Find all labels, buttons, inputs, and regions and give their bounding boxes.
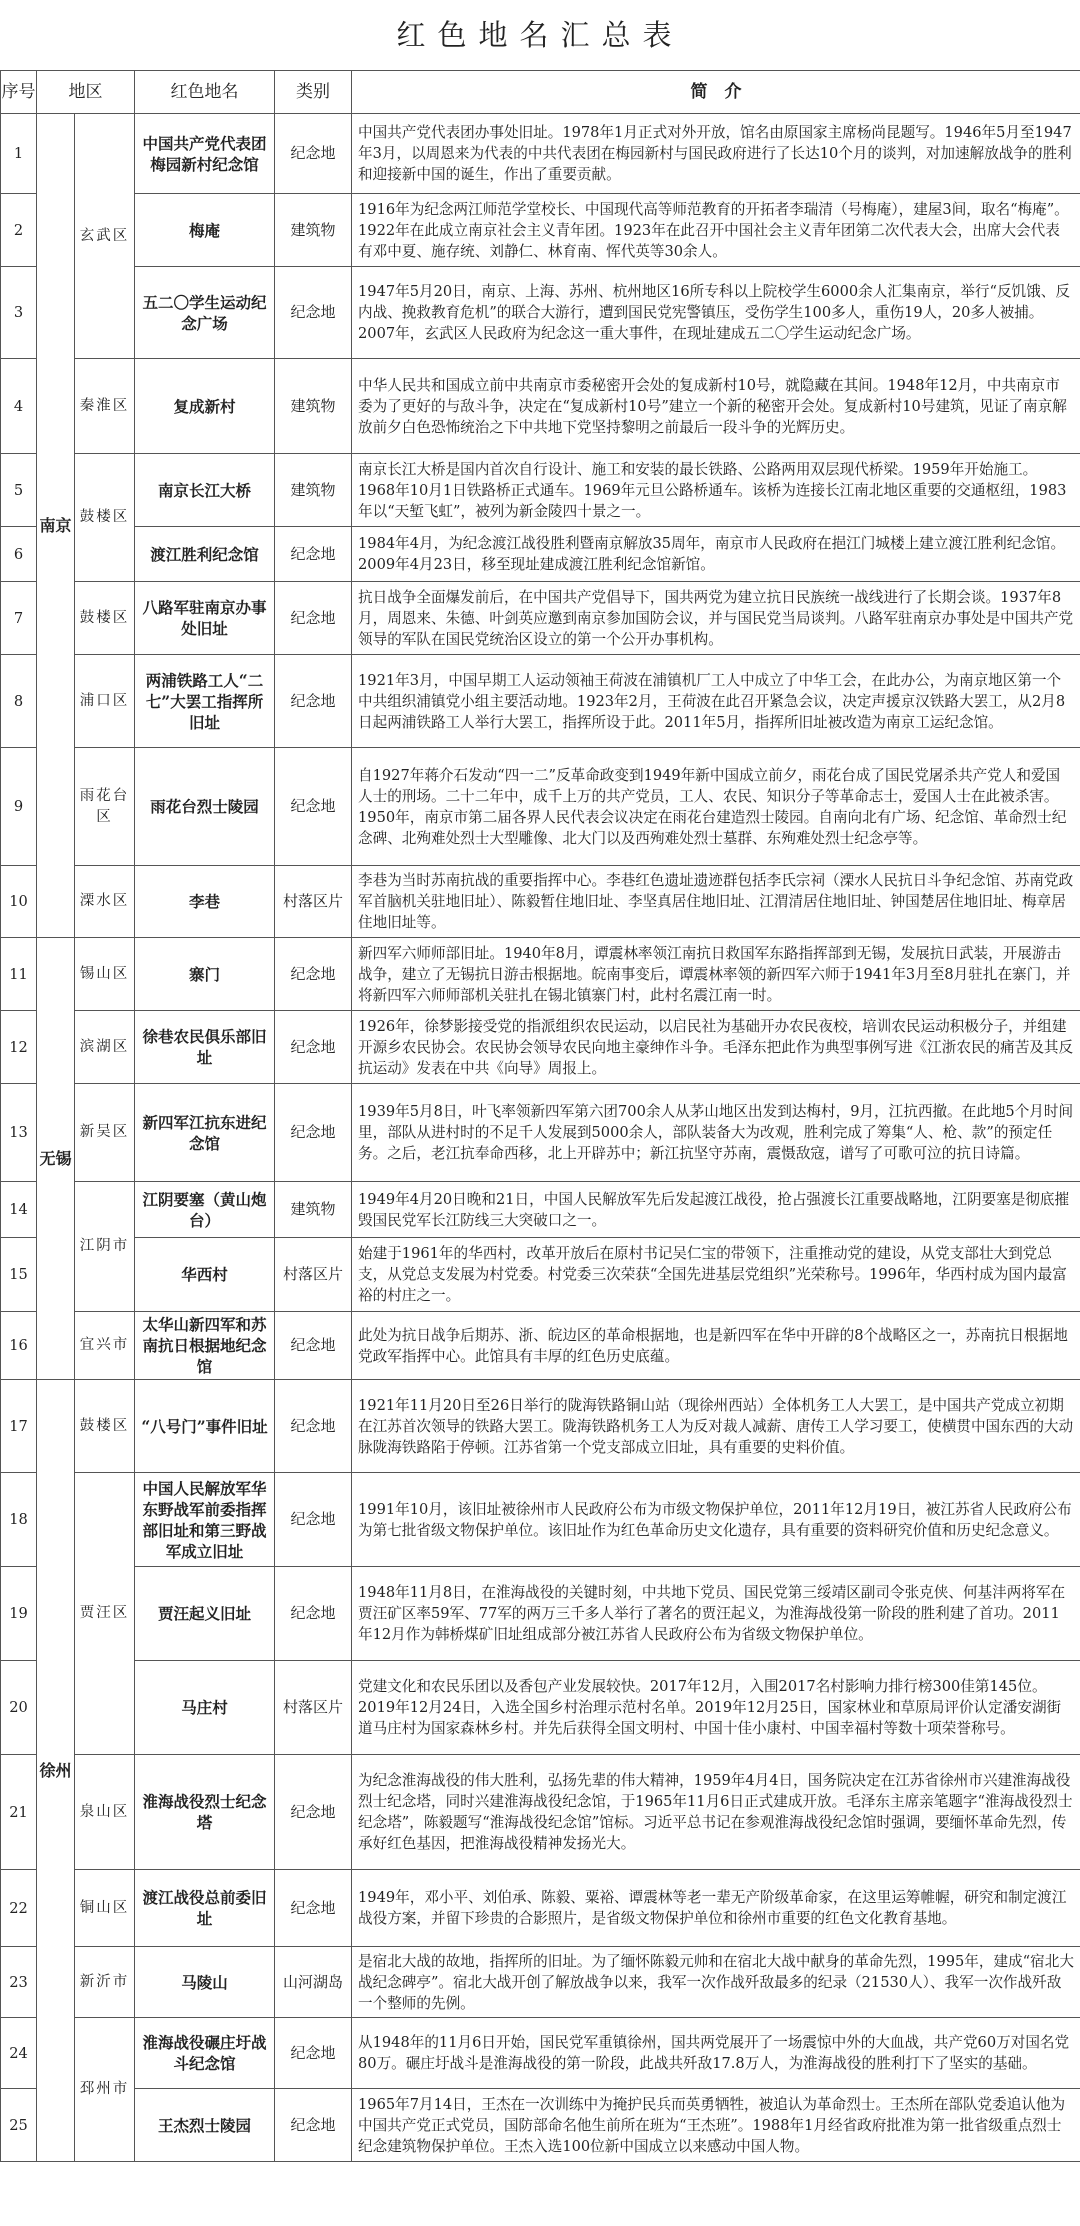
place-category: 村落区片: [275, 1238, 352, 1312]
district-cell: 铜山区: [75, 1870, 135, 1947]
table-row: [1, 1182, 1080, 1238]
table-row: [1, 1661, 1080, 1755]
place-category: 纪念地: [275, 582, 352, 655]
place-name: 马庄村: [135, 1661, 275, 1755]
place-category: 纪念地: [275, 114, 352, 194]
place-name: 雨花台烈士陵园: [135, 748, 275, 866]
place-name: 中国共产党代表团梅园新村纪念馆: [135, 114, 275, 194]
district-cell: 贾汪区: [75, 1473, 135, 1755]
row-num: 22: [1, 1870, 37, 1947]
row-num: 13: [1, 1084, 37, 1182]
header-row: [1, 71, 1080, 114]
place-category: 纪念地: [275, 2018, 352, 2089]
row-num: 14: [1, 1182, 37, 1238]
district-cell: 锡山区: [75, 938, 135, 1011]
header-category: 类别: [275, 71, 352, 114]
row-num: 6: [1, 527, 37, 582]
district-cell: 秦淮区: [75, 359, 135, 454]
table-row: [1, 582, 1080, 655]
place-category: 纪念地: [275, 1870, 352, 1947]
place-name: “八号门”事件旧址: [135, 1380, 275, 1473]
place-name: 南京长江大桥: [135, 454, 275, 527]
place-category: 村落区片: [275, 1661, 352, 1755]
place-name: 梅庵: [135, 194, 275, 267]
district-cell: 宜兴市: [75, 1312, 135, 1380]
place-description: 此处为抗日战争后期苏、浙、皖边区的革命根据地，也是新四军在华中开辟的8个战略区之一，苏南抗日根据地党政军指挥中心。此馆具有丰厚的红色历史底蕴。: [352, 1312, 1080, 1380]
district-cell: 鼓楼区: [75, 454, 135, 582]
place-name: 太华山新四军和苏南抗日根据地纪念馆: [135, 1312, 275, 1380]
row-num: 1: [1, 114, 37, 194]
place-name: 寨门: [135, 938, 275, 1011]
place-name: 渡江战役总前委旧址: [135, 1870, 275, 1947]
place-description: 是宿北大战的故地，指挥所的旧址。为了缅怀陈毅元帅和在宿北大战中献身的革命先烈，1995年，建成“宿北大战纪念碑亭”。宿北大战开创了解放战争以来，我军一次作战歼敌最多的纪录（21530人）、我军一次作战歼敌一个整师的先例。: [352, 1947, 1080, 2018]
place-description: 抗日战争全面爆发前后，在中国共产党倡导下，国共两党为建立抗日民族统一战线进行了长期会谈。1937年8月，周恩来、朱德、叶剑英应邀到南京参加国防会议，并与国民党当局谈判。八路军驻南京办事处是中国共产党领导的军队在国民党统治区设立的第一个公开办事机构。: [352, 582, 1080, 655]
row-num: 5: [1, 454, 37, 527]
place-category: 纪念地: [275, 1380, 352, 1473]
place-description: 1921年3月，中国早期工人运动领袖王荷波在浦镇机厂工人中成立了中华工会，在此办公，为南京地区第一个中共组织浦镇党小组主要活动地。1923年2月，王荷波在此召开紧急会议，决定声援京汉铁路大罢工，从2月8日起两浦铁路工人举行大罢工，指挥所设于此。2011年5月，指挥所旧址被改造为南京工运纪念馆。: [352, 655, 1080, 748]
city-cell: 无锡: [37, 938, 75, 1380]
table-row: [1, 1011, 1080, 1084]
table-row: [1, 1084, 1080, 1182]
table-row: [1, 114, 1080, 194]
place-category: 山河湖岛: [275, 1947, 352, 2018]
place-description: 1949年4月20日晚和21日，中国人民解放军先后发起渡江战役，抢占强渡长江重要战略地，江阴要塞是彻底摧毁国民党军长江防线三大突破口之一。: [352, 1182, 1080, 1238]
district-cell: 新沂市: [75, 1947, 135, 2018]
row-num: 4: [1, 359, 37, 454]
header-num: 序号: [1, 71, 37, 114]
place-category: 纪念地: [275, 267, 352, 359]
row-num: 12: [1, 1011, 37, 1084]
place-name: 新四军江抗东进纪念馆: [135, 1084, 275, 1182]
place-category: 建筑物: [275, 359, 352, 454]
place-name: 王杰烈士陵园: [135, 2089, 275, 2162]
table-row: [1, 527, 1080, 582]
place-description: 始建于1961年的华西村，改革开放后在原村书记吴仁宝的带领下，注重推动党的建设，从党支部壮大到党总支，从党总支发展为村党委。村党委三次荣获“全国先进基层党组织”光荣称号。1996年，华西村成为国内最富裕的村庄之一。: [352, 1238, 1080, 1312]
page-title: 红色地名汇总表: [396, 18, 684, 52]
table-row: [1, 359, 1080, 454]
row-num: 18: [1, 1473, 37, 1567]
place-name: 渡江胜利纪念馆: [135, 527, 275, 582]
place-description: 南京长江大桥是国内首次自行设计、施工和安装的最长铁路、公路两用双层现代桥梁。1959年开始施工。1968年10月1日铁路桥正式通车。1969年元旦公路桥通车。该桥为连接长江南北地区重要的交通枢纽，1983年以“天堑飞虹”，被列为新金陵四十景之一。: [352, 454, 1080, 527]
row-num: 3: [1, 267, 37, 359]
district-cell: 浦口区: [75, 655, 135, 748]
place-description: 李巷为当时苏南抗战的重要指挥中心。李巷红色遗址遗迹群包括李氏宗祠（溧水人民抗日斗争纪念馆、苏南党政军首脑机关驻地旧址）、陈毅暂住地旧址、李坚真居住地旧址、江渭清居住地旧址、钟国楚居住地旧址、梅章居住地旧址等。: [352, 866, 1080, 938]
place-description: 1921年11月20日至26日举行的陇海铁路铜山站（现徐州西站）全体机务工人大罢工，是中国共产党成立初期在江苏首次领导的铁路大罢工。陇海铁路机务工人为反对裁人减薪、唐传工人学习要工，使横贯中国东西的大动脉陇海铁路陷于停顿。江苏省第一个党支部成立旧址，具有重要的史料价值。: [352, 1380, 1080, 1473]
place-name: 淮海战役碾庄圩战斗纪念馆: [135, 2018, 275, 2089]
row-num: 8: [1, 655, 37, 748]
row-num: 23: [1, 1947, 37, 2018]
district-cell: 邳州市: [75, 2018, 135, 2162]
place-name: 八路军驻南京办事处旧址: [135, 582, 275, 655]
table-row: [1, 1238, 1080, 1312]
table-row: [1, 866, 1080, 938]
place-category: 纪念地: [275, 748, 352, 866]
row-num: 7: [1, 582, 37, 655]
place-description: 1947年5月20日，南京、上海、苏州、杭州地区16所专科以上院校学生6000余人汇集南京，举行“反饥饿、反内战、挽救教育危机”的联合大游行，遭到国民党宪警镇压，受伤学生100多人，重伤19人，20多人被捕。2007年，玄武区人民政府为纪念这一重大事件，在现址建成五二〇学生运动纪念广场。: [352, 267, 1080, 359]
table-row: [1, 655, 1080, 748]
place-name: 中国人民解放军华东野战军前委指挥部旧址和第三野战军成立旧址: [135, 1473, 275, 1567]
place-name: 贾汪起义旧址: [135, 1567, 275, 1661]
place-category: 建筑物: [275, 194, 352, 267]
table-row: [1, 748, 1080, 866]
place-description: 新四军六师师部旧址。1940年8月，谭震林率领江南抗日救国军东路指挥部到无锡，发展抗日武装，开展游击战争，建立了无锡抗日游击根据地。皖南事变后，谭震林率领的新四军六师于1941年3月至8月驻扎在寨门，并将新四军六师师部机关驻扎在锡北镇寨门村，此村名震江南一时。: [352, 938, 1080, 1011]
place-name: 江阴要塞（黄山炮台）: [135, 1182, 275, 1238]
table-row: [1, 1473, 1080, 1567]
city-cell: 徐州: [37, 1380, 75, 2162]
place-category: 纪念地: [275, 1473, 352, 1567]
header-name: 红色地名: [135, 71, 275, 114]
table-row: [1, 1947, 1080, 2018]
place-category: 纪念地: [275, 2089, 352, 2162]
place-category: 纪念地: [275, 1011, 352, 1084]
row-num: 9: [1, 748, 37, 866]
place-name: 华西村: [135, 1238, 275, 1312]
place-description: 从1948年的11月6日开始，国民党军重镇徐州，国共两党展开了一场震惊中外的大血战，共产党60万对国名党80万。碾庄圩战斗是淮海战役的第一阶段，此战共歼敌17.8万人，为淮海战役的胜利打下了坚实的基础。: [352, 2018, 1080, 2089]
district-cell: 鼓楼区: [75, 1380, 135, 1473]
row-num: 2: [1, 194, 37, 267]
place-category: 建筑物: [275, 1182, 352, 1238]
place-category: 纪念地: [275, 1567, 352, 1661]
place-name: 李巷: [135, 866, 275, 938]
place-description: 1965年7月14日，王杰在一次训练中为掩护民兵而英勇牺牲，被追认为革命烈士。王杰所在部队党委追认他为中国共产党正式党员，国防部命名他生前所在班为“王杰班”。1988年1月经省政府批准为第一批省级重点烈士纪念建筑物保护单位。王杰入选100位新中国成立以来感动中国人物。: [352, 2089, 1080, 2162]
table-row: [1, 267, 1080, 359]
district-cell: 玄武区: [75, 114, 135, 359]
place-category: 纪念地: [275, 1084, 352, 1182]
city-cell: 南京: [37, 114, 75, 938]
table-row: [1, 938, 1080, 1011]
place-description: 中国共产党代表团办事处旧址。1978年1月正式对外开放，馆名由原国家主席杨尚昆题写。1946年5月至1947年3月，以周恩来为代表的中共代表团在梅园新村与国民政府进行了长达10个月的谈判，对加速解放战争的胜利和迎接新中国的诞生，作出了重要贡献。: [352, 114, 1080, 194]
row-num: 10: [1, 866, 37, 938]
table-row: [1, 1870, 1080, 1947]
place-category: 纪念地: [275, 1755, 352, 1870]
place-name: 马陵山: [135, 1947, 275, 2018]
table-row: [1, 2089, 1080, 2162]
row-num: 21: [1, 1755, 37, 1870]
place-description: 1948年11月8日，在淮海战役的关键时刻，中共地下党员、国民党第三绥靖区副司令张克侠、何基沣两将军在贾汪矿区率59军、77军的两万三千多人举行了著名的贾汪起义，为淮海战役第一阶段的胜利建了首功。2011年12月作为韩桥煤矿旧址组成部分被江苏省人民政府公布为省级文物保护单位。: [352, 1567, 1080, 1661]
table-row: [1, 1567, 1080, 1661]
place-category: 纪念地: [275, 1312, 352, 1380]
place-name: 五二〇学生运动纪念广场: [135, 267, 275, 359]
table-row: [1, 2018, 1080, 2089]
row-num: 19: [1, 1567, 37, 1661]
row-num: 25: [1, 2089, 37, 2162]
district-cell: 新吴区: [75, 1084, 135, 1182]
place-description: 党建文化和农民乐团以及香包产业发展较快。2017年12月，入围2017名村影响力排行榜300佳第145位。2019年12月24日，入选全国乡村治理示范村名单。2019年12月25日，国家林业和草原局评价认定潘安湖街道马庄村为国家森林乡村。并先后获得全国文明村、中国十佳小康村、中国幸福村等数十项荣誉称号。: [352, 1661, 1080, 1755]
district-cell: 鼓楼区: [75, 582, 135, 655]
row-num: 20: [1, 1661, 37, 1755]
row-num: 11: [1, 938, 37, 1011]
summary-table: [0, 70, 1080, 2162]
header-district: 地区: [37, 71, 135, 114]
place-name: 复成新村: [135, 359, 275, 454]
table-row: [1, 194, 1080, 267]
row-num: 16: [1, 1312, 37, 1380]
row-num: 24: [1, 2018, 37, 2089]
table-row: [1, 1312, 1080, 1380]
place-description: 中华人民共和国成立前中共南京市委秘密开会处的复成新村10号，就隐藏在其间。1948年12月，中共南京市委为了更好的与敌斗争，决定在“复成新村10号”建立一个新的秘密开会处。复成新村10号建筑，见证了南京解放前夕白色恐怖统治之下中共地下党坚持黎明之前最后一段斗争的光辉历史。: [352, 359, 1080, 454]
row-num: 15: [1, 1238, 37, 1312]
place-description: 1916年为纪念两江师范学堂校长、中国现代高等师范教育的开拓者李瑞清（号梅庵），建屋3间，取名“梅庵”。1922年在此成立南京社会主义青年团。1923年在此召开中国社会主义青年团第二次代表大会，出席大会代表有邓中夏、施存统、刘静仁、林育南、恽代英等30余人。: [352, 194, 1080, 267]
place-category: 纪念地: [275, 527, 352, 582]
header-desc: 简 介: [352, 71, 1080, 114]
district-cell: 滨湖区: [75, 1011, 135, 1084]
table-row: [1, 1755, 1080, 1870]
place-name: 淮海战役烈士纪念塔: [135, 1755, 275, 1870]
place-category: 建筑物: [275, 454, 352, 527]
place-name: 徐巷农民俱乐部旧址: [135, 1011, 275, 1084]
row-num: 17: [1, 1380, 37, 1473]
district-cell: 雨花台区: [75, 748, 135, 866]
table-row: [1, 454, 1080, 527]
place-description: 1984年4月，为纪念渡江战役胜利暨南京解放35周年，南京市人民政府在挹江门城楼上建立渡江胜利纪念馆。2009年4月23日，移至现址建成渡江胜利纪念馆新馆。: [352, 527, 1080, 582]
place-category: 纪念地: [275, 938, 352, 1011]
district-cell: 泉山区: [75, 1755, 135, 1870]
district-cell: 江阴市: [75, 1182, 135, 1312]
district-cell: 溧水区: [75, 866, 135, 938]
table-row: [1, 1380, 1080, 1473]
place-name: 两浦铁路工人“二七”大罢工指挥所旧址: [135, 655, 275, 748]
place-description: 自1927年蒋介石发动“四一二”反革命政变到1949年新中国成立前夕，雨花台成了国民党屠杀共产党人和爱国人士的刑场。二十二年中，成千上万的共产党员，工人、农民、知识分子等革命志士，爱国人士在此被杀害。1950年，南京市第二届各界人民代表会议决定在雨花台建造烈士陵园。自南向北有广场、纪念馆、革命烈士纪念碑、北殉难处烈士大型雕像、北大门以及西殉难处烈士墓群、东殉难处烈士纪念亭等。: [352, 748, 1080, 866]
place-description: 1949年，邓小平、刘伯承、陈毅、粟裕、谭震林等老一辈无产阶级革命家，在这里运筹帷幄，研究和制定渡江战役方案，并留下珍贵的合影照片，是省级文物保护单位和徐州市重要的红色文化教育基地。: [352, 1870, 1080, 1947]
place-description: 为纪念淮海战役的伟大胜利，弘扬先辈的伟大精神，1959年4月4日，国务院决定在江苏省徐州市兴建淮海战役烈士纪念塔，同时兴建淮海战役纪念馆，于1965年11月6日正式建成开放。毛泽东主席亲笔题字“淮海战役烈士纪念塔”，陈毅题写“淮海战役纪念馆”馆标。习近平总书记在参观淮海战役纪念馆时强调，要缅怀革命先烈，传承好红色基因，把淮海战役精神发扬光大。: [352, 1755, 1080, 1870]
place-description: 1991年10月，该旧址被徐州市人民政府公布为市级文物保护单位，2011年12月19日，被江苏省人民政府公布为第七批省级文物保护单位。该旧址作为红色革命历史文化遗存，具有重要的资料研究价值和历史纪念意义。: [352, 1473, 1080, 1567]
place-description: 1939年5月8日，叶飞率领新四军第六团700余人从茅山地区出发到达梅村，9月，江抗西撤。在此地5个月时间里，部队从进村时的不足千人发展到5000余人，部队装备大为改观，胜利完成了筹集“人、枪、款”的预定任务。之后，老江抗奉命西移，北上开辟苏中；新江抗坚守苏南，震慑敌寇，谱写了可歌可泣的抗日诗篇。: [352, 1084, 1080, 1182]
place-description: 1926年，徐梦影接受党的指派组织农民运动，以启民社为基础开办农民夜校，培训农民运动积极分子，并组建开源乡农民协会。农民协会领导农民向地主豪绅作斗争。毛泽东把此作为典型事例写进《江浙农民的痛苦及其反抗运动》发表在中共《向导》周报上。: [352, 1011, 1080, 1084]
place-category: 村落区片: [275, 866, 352, 938]
place-category: 纪念地: [275, 655, 352, 748]
